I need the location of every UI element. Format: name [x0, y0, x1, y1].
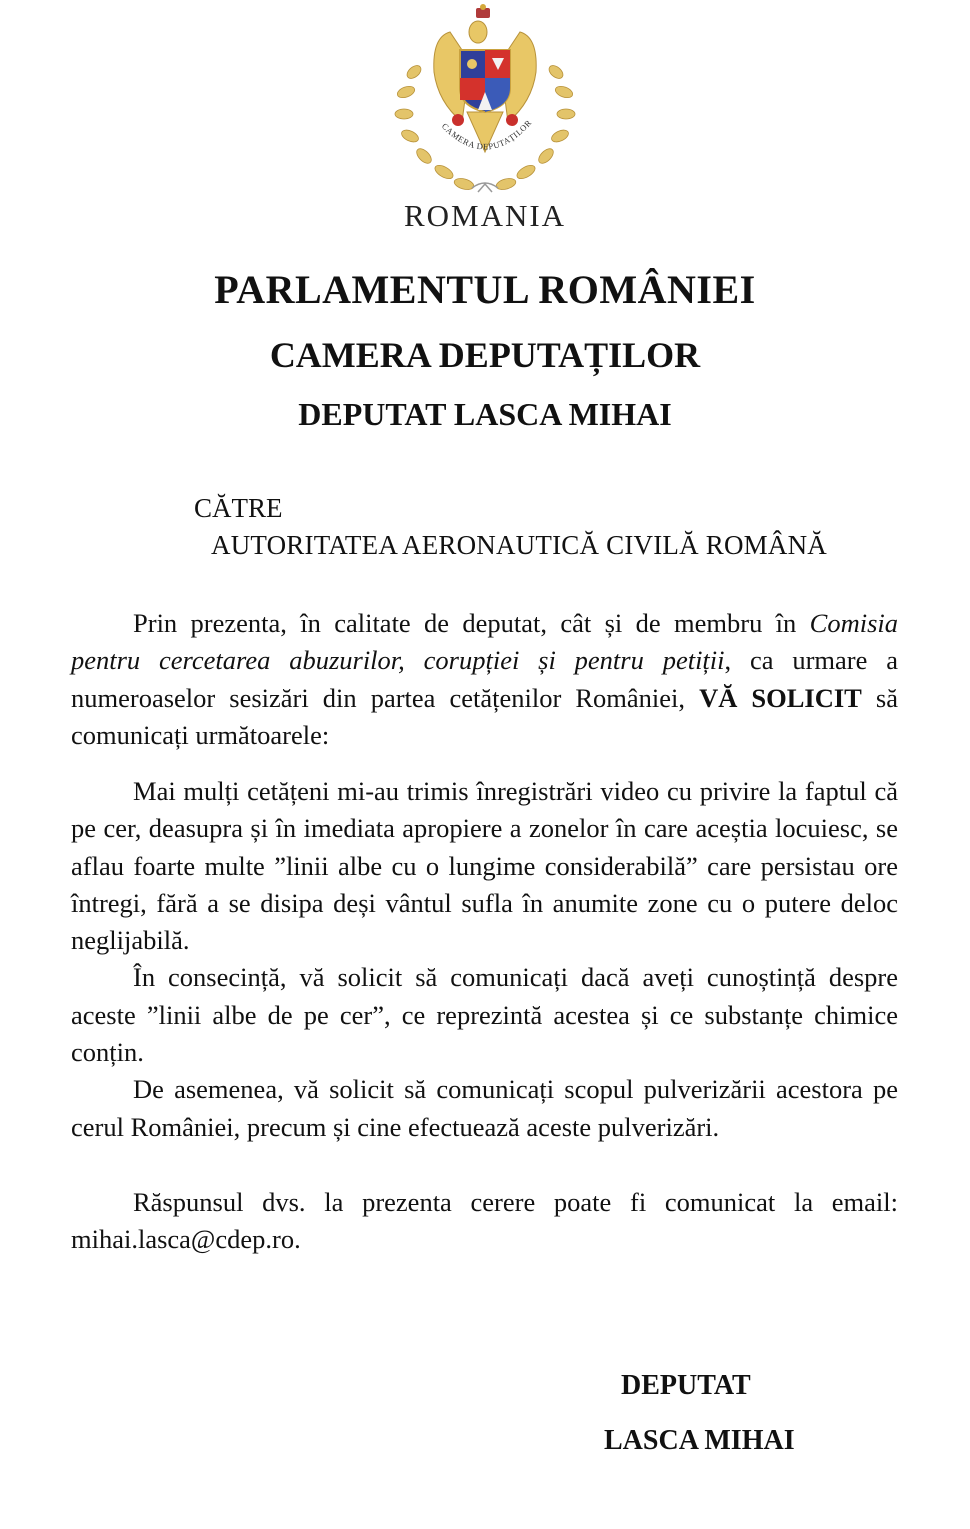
intro-text-2: , ca urmare a numeroaselor sesizări din partea cetățenilor României, — [71, 645, 898, 713]
letter-body — [71, 773, 898, 1146]
letter-paragraph-observations: Mai mulți cetățeni mi-au trimis înregistrări video cu privire la faptul că pe cer, deasupra și în imediata apropiere a zonelor în care aceștia locuiesc, se aflau foarte multe ”linii albe cu o lungime considerabilă” care persistau ore întregi, fără a se disipa deși vântul sufla în anumite zone cu o putere deloc neglijabilă. — [71, 776, 898, 956]
request-emphasis: VĂ SOLICIT — [699, 682, 862, 713]
letter-paragraph-question-substances: În consecință, vă solicit să comunicați dacă aveți cunoștință despre aceste ”linii albe de pe cer”, ce reprezintă acestea și ce substanțe chimice conțin. — [71, 962, 898, 1068]
signature-name: LASCA MIHAI — [604, 1425, 795, 1456]
intro-text-3: să comunicați următoarele: — [71, 682, 898, 750]
letter-paragraph-intro — [71, 605, 898, 754]
signature-title: DEPUTAT — [621, 1370, 751, 1401]
parliament-title: PARLAMENTUL ROMÂNIEI — [214, 267, 756, 312]
letter-paragraph-question-purpose: De asemenea, vă solicit să comunicați scopul pulverizării acestora pe cerul României, precum și cine efectuează aceste pulverizări. — [71, 1074, 898, 1142]
svg-text:CAMERA DEPUTAȚILOR: CAMERA DEPUTAȚILOR — [439, 117, 534, 152]
deputy-title: DEPUTAT LASCA MIHAI — [298, 396, 672, 432]
letterhead-country: ROMANIA — [403, 198, 567, 233]
letter-paragraph-reply-email — [71, 1184, 898, 1259]
reply-instructions: Răspunsul dvs. la prezenta cerere poate fi comunicat la email: mihai.lasca@cdep.ro. — [71, 1187, 898, 1255]
recipient-label: CĂTRE — [194, 493, 283, 523]
committee-name: Comisia pentru cercetarea abuzurilor, corupției și pentru petiții — [71, 608, 898, 676]
letterhead-emblem — [392, 2, 578, 202]
intro-text-1: Prin prezenta, în calitate de deputat, cât și de membru în — [133, 608, 810, 638]
chamber-title: CAMERA DEPUTAȚILOR — [269, 335, 701, 375]
recipient-name: AUTORITATEA AERONAUTICĂ CIVILĂ ROMÂNĂ — [211, 530, 827, 560]
coat-of-arms-icon — [392, 2, 578, 202]
